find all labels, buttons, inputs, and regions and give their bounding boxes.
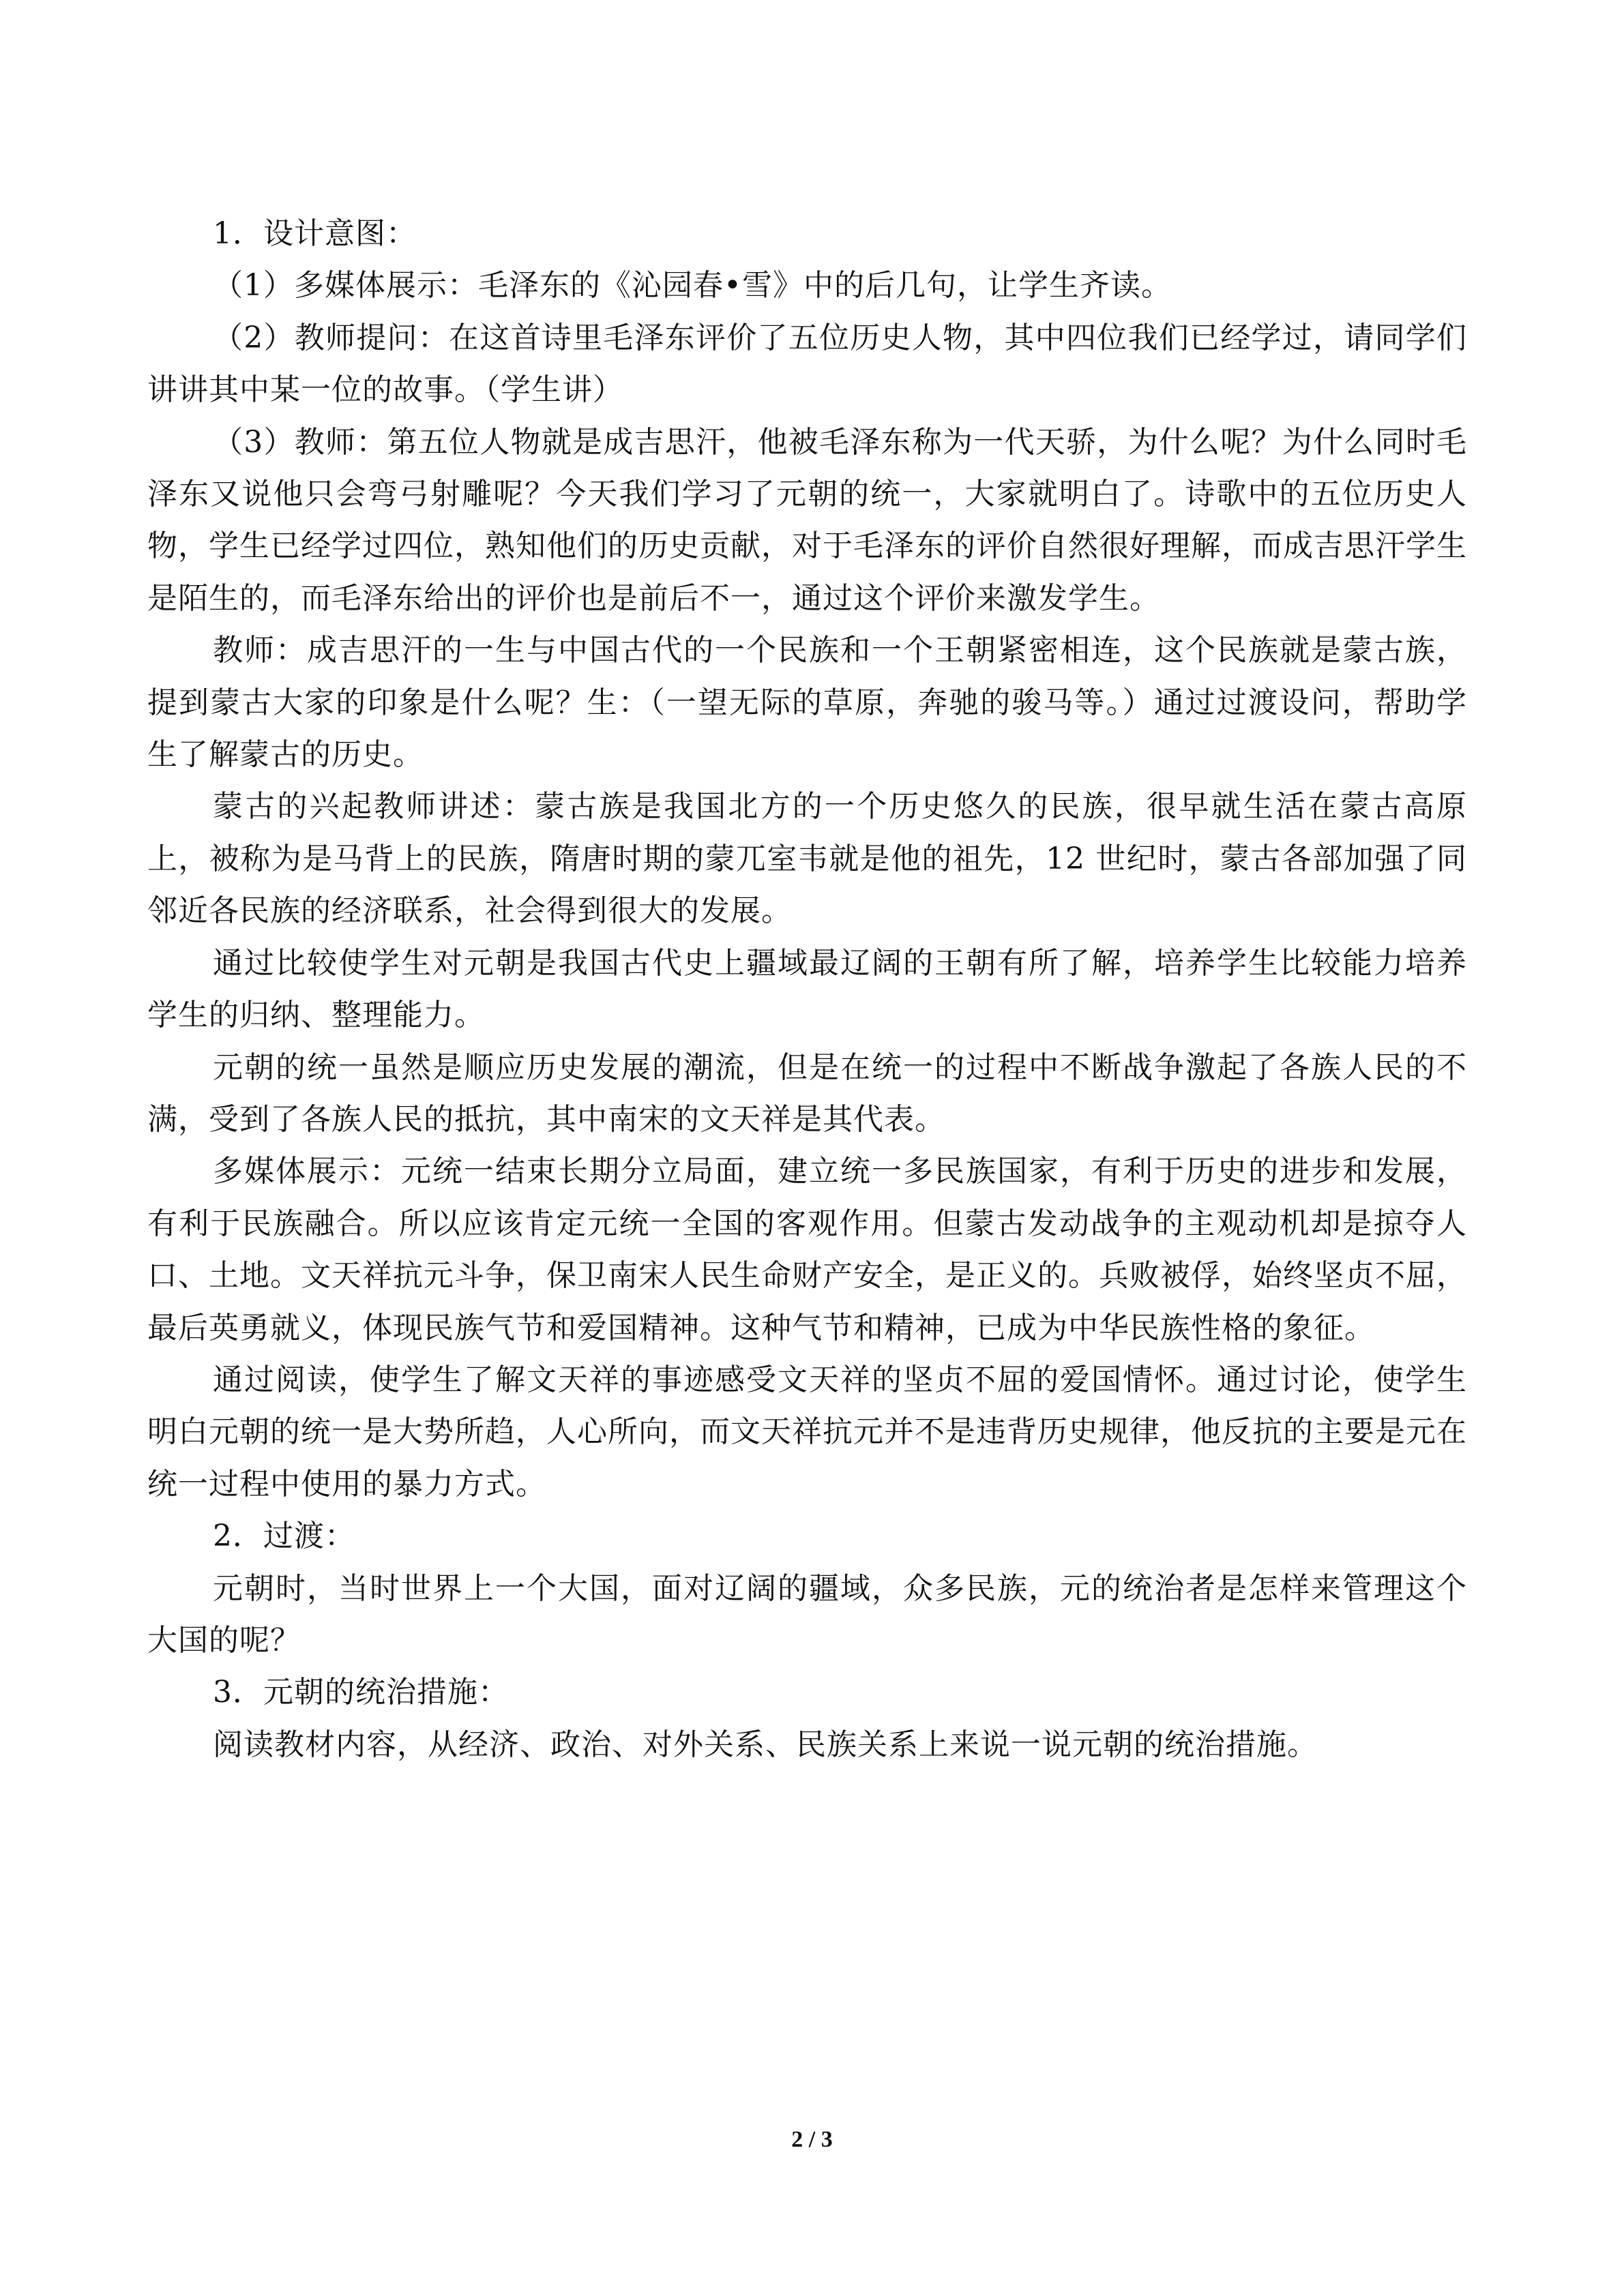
paragraph-transition-heading: 2．过渡： (213, 1519, 355, 1554)
paragraph-resistance: 元朝的统一虽然是顺应历史发展的潮流，但是在统一的过程中不断战争激起了各族人民的不满，受到了各族人民的抵抗，其中南宋的文天祥是其代表。 (147, 1049, 1467, 1137)
paragraph-teacher-question: （2）教师提问：在这首诗里毛泽东评价了五位历史人物，其中四位我们已经学过，请同学们讲讲其中某一位的故事。（学生讲） (147, 320, 1467, 408)
paragraph-mongol-introduction: 教师：成吉思汗的一生与中国古代的一个民族和一个王朝紧密相连，这个民族就是蒙古族，提到蒙古大家的印象是什么呢？生：（一望无际的草原，奔驰的骏马等。）通过过渡设问，帮助学生了解蒙古的历史。 (147, 633, 1467, 773)
paragraph-multimedia-poem: （1）多媒体展示：毛泽东的《沁园春•雪》中的后几句，让学生齐读。 (213, 268, 1172, 303)
paragraph-multimedia-unification: 多媒体展示：元统一结束长期分立局面，建立统一多民族国家，有利于历史的进步和发展，有利于民族融合。所以应该肯定元统一全国的客观作用。但蒙古发动战争的主观动机却是掠夺人口、土地。文天祥抗元斗争，保卫南宋人民生命财产安全，是正义的。兵败被俘，始终坚贞不屈，最后英勇就义，体现民族气节和爱国精神。这种气节和精神，已成为中华民族性格的象征。 (147, 1154, 1467, 1345)
paragraph-mongol-rise: 蒙古的兴起教师讲述：蒙古族是我国北方的一个历史悠久的民族，很早就生活在蒙古高原上，被称为是马背上的民族，隋唐时期的蒙兀室韦就是他的祖先，12 世纪时，蒙古各部加强了同邻近各民族的经济联系，社会得到很大的发展。 (147, 789, 1467, 929)
paragraph-reading-discussion: 通过阅读，使学生了解文天祥的事迹感受文天祥的坚贞不屈的爱国情怀。通过讨论，使学生明白元朝的统一是大势所趋，人心所向，而文天祥抗元并不是违背历史规律，他反抗的主要是元在统一过程中使用的暴力方式。 (147, 1362, 1467, 1502)
paragraph-ruling-measures-text: 阅读教材内容，从经济、政治、对外关系、民族关系上来说一说元朝的统治措施。 (213, 1727, 1318, 1762)
paragraph-design-intent-heading: 1．设计意图： (213, 216, 417, 251)
paragraph-transition-text: 元朝时，当时世界上一个大国，面对辽阔的疆域，众多民族，元的统治者是怎样来管理这个大国的呢？ (147, 1570, 1467, 1658)
paragraph-territory-comparison: 通过比较使学生对元朝是我国古代史上疆域最辽阔的王朝有所了解，培养学生比较能力培养学生的归纳、整理能力。 (147, 945, 1467, 1033)
page-number: 2 / 3 (791, 2127, 833, 2152)
paragraph-ruling-measures-heading: 3．元朝的统治措施： (213, 1675, 509, 1710)
document-body (147, 208, 1467, 1771)
paragraph-fifth-figure: （3）教师：第五位人物就是成吉思汗，他被毛泽东称为一代天骄，为什么呢？为什么同时毛泽东又说他只会弯弓射雕呢？今天我们学习了元朝的统一，大家就明白了。诗歌中的五位历史人物，学生已经学过四位，熟知他们的历史贡献，对于毛泽东的评价自然很好理解，而成吉思汗学生是陌生的，而毛泽东给出的评价也是前后不一，通过这个评价来激发学生。 (147, 424, 1467, 616)
